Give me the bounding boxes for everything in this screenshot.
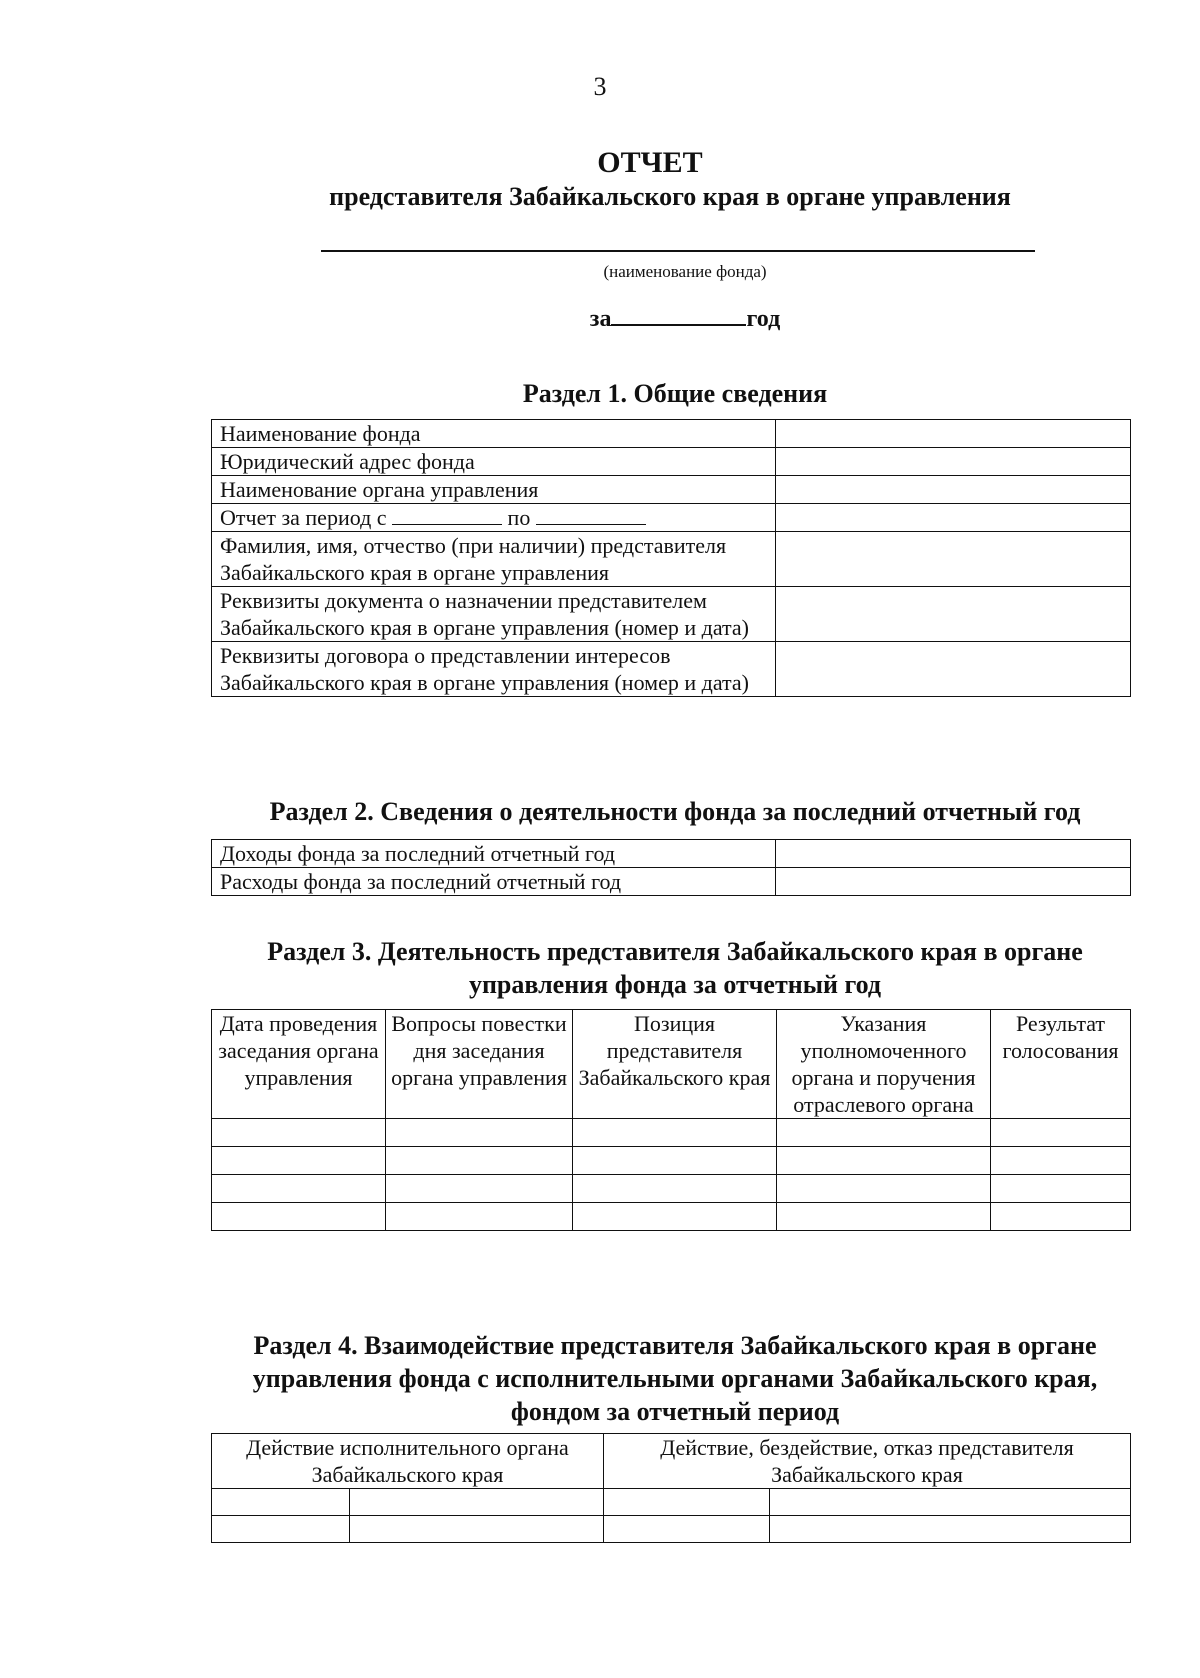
table-cell bbox=[777, 1147, 991, 1175]
table-row bbox=[212, 1175, 1131, 1203]
table-cell bbox=[212, 1119, 386, 1147]
section1-table bbox=[211, 419, 1131, 697]
section1-label: Реквизиты договора о представлении интересов Забайкальского края в органе управления (номер и дата) bbox=[212, 642, 776, 697]
table-cell bbox=[386, 1175, 573, 1203]
table-cell bbox=[386, 1203, 573, 1231]
column-header: Дата проведения заседания органа управления bbox=[212, 1010, 386, 1119]
table-cell bbox=[386, 1119, 573, 1147]
table-header-row bbox=[212, 1434, 1131, 1489]
year-suffix: год bbox=[746, 306, 781, 332]
section4-title-line3: фондом за отчетный период bbox=[510, 1397, 840, 1426]
section2-table bbox=[211, 839, 1131, 896]
section2-label: Расходы фонда за последний отчетный год bbox=[212, 868, 776, 896]
section1-value bbox=[776, 420, 1131, 448]
section1-label: Наименование фонда bbox=[212, 420, 776, 448]
table-row bbox=[212, 1147, 1131, 1175]
column-header: Действие, бездействие, отказ представителя Забайкальского края bbox=[603, 1434, 1130, 1489]
table-row bbox=[212, 587, 1131, 642]
column-header: Указания уполномоченного органа и поручения отраслевого органа bbox=[777, 1010, 991, 1119]
report-year-line bbox=[0, 304, 1200, 333]
section4-title-line1: Раздел 4. Взаимодействие представителя Забайкальского края в органе bbox=[253, 1331, 1097, 1360]
table-cell bbox=[350, 1516, 604, 1543]
table-row bbox=[212, 1203, 1131, 1231]
table-row bbox=[212, 1516, 1131, 1543]
section3-title-line2: управления фонда за отчетный год bbox=[468, 970, 882, 999]
section4-table bbox=[211, 1433, 1131, 1543]
table-cell bbox=[212, 1147, 386, 1175]
period-from-blank bbox=[392, 506, 502, 525]
table-cell bbox=[573, 1175, 777, 1203]
section1-label: Фамилия, имя, отчество (при наличии) представителя Забайкальского края в органе управления bbox=[212, 532, 776, 587]
section2-label: Доходы фонда за последний отчетный год bbox=[212, 840, 776, 868]
table-row bbox=[212, 420, 1131, 448]
period-to-label: по bbox=[507, 505, 531, 530]
table-cell bbox=[212, 1203, 386, 1231]
year-blank bbox=[611, 304, 746, 326]
section1-value bbox=[776, 504, 1131, 532]
fund-name-caption: (наименование фонда) bbox=[603, 262, 767, 281]
table-row bbox=[212, 476, 1131, 504]
table-cell bbox=[777, 1175, 991, 1203]
section3-table bbox=[211, 1009, 1131, 1231]
table-cell bbox=[769, 1489, 1130, 1516]
table-cell bbox=[386, 1147, 573, 1175]
section4-title bbox=[210, 1329, 1140, 1428]
table-cell bbox=[603, 1516, 769, 1543]
report-subtitle: представителя Забайкальского края в органе управления bbox=[329, 182, 1011, 211]
section3-title bbox=[210, 935, 1140, 1001]
section1-value bbox=[776, 587, 1131, 642]
table-cell bbox=[603, 1489, 769, 1516]
table-cell bbox=[991, 1119, 1131, 1147]
table-cell bbox=[777, 1119, 991, 1147]
table-row bbox=[212, 642, 1131, 697]
column-header: Позиция представителя Забайкальского края bbox=[573, 1010, 777, 1119]
section1-period bbox=[212, 504, 776, 532]
table-cell bbox=[573, 1119, 777, 1147]
table-cell bbox=[212, 1489, 350, 1516]
period-to-blank bbox=[536, 506, 646, 525]
fund-name-line bbox=[321, 250, 1035, 252]
section2-title: Раздел 2. Сведения о деятельности фонда за последний отчетный год bbox=[269, 797, 1081, 826]
table-cell bbox=[212, 1175, 386, 1203]
year-prefix: за bbox=[589, 306, 612, 332]
section1-label: Юридический адрес фонда bbox=[212, 448, 776, 476]
table-cell bbox=[991, 1203, 1131, 1231]
period-label: Отчет за период с bbox=[220, 505, 387, 530]
column-header: Действие исполнительного органа Забайкальского края bbox=[212, 1434, 604, 1489]
table-row bbox=[212, 840, 1131, 868]
table-cell bbox=[769, 1516, 1130, 1543]
table-row bbox=[212, 868, 1131, 896]
column-header: Вопросы повестки дня заседания органа управления bbox=[386, 1010, 573, 1119]
table-row bbox=[212, 448, 1131, 476]
table-row bbox=[212, 532, 1131, 587]
table-cell bbox=[573, 1203, 777, 1231]
table-cell bbox=[212, 1516, 350, 1543]
section1-value bbox=[776, 476, 1131, 504]
section1-value bbox=[776, 448, 1131, 476]
table-cell bbox=[573, 1147, 777, 1175]
section4-title-line2: управления фонда с исполнительными органами Забайкальского края, bbox=[252, 1364, 1098, 1393]
table-cell bbox=[350, 1489, 604, 1516]
section1-value bbox=[776, 642, 1131, 697]
page-number: 3 bbox=[593, 72, 607, 101]
table-row bbox=[212, 504, 1131, 532]
section2-value bbox=[776, 868, 1131, 896]
report-title: ОТЧЕТ bbox=[597, 146, 703, 179]
table-cell bbox=[991, 1147, 1131, 1175]
table-row bbox=[212, 1489, 1131, 1516]
section1-title: Раздел 1. Общие сведения bbox=[522, 379, 828, 408]
table-cell bbox=[777, 1203, 991, 1231]
section3-title-line1: Раздел 3. Деятельность представителя Забайкальского края в органе bbox=[267, 937, 1083, 966]
column-header: Результат голосования bbox=[991, 1010, 1131, 1119]
section1-label: Реквизиты документа о назначении представителем Забайкальского края в органе управления (номер и дата) bbox=[212, 587, 776, 642]
table-cell bbox=[991, 1175, 1131, 1203]
section2-value bbox=[776, 840, 1131, 868]
table-row bbox=[212, 1119, 1131, 1147]
section1-value bbox=[776, 532, 1131, 587]
table-header-row bbox=[212, 1010, 1131, 1119]
section1-label: Наименование органа управления bbox=[212, 476, 776, 504]
